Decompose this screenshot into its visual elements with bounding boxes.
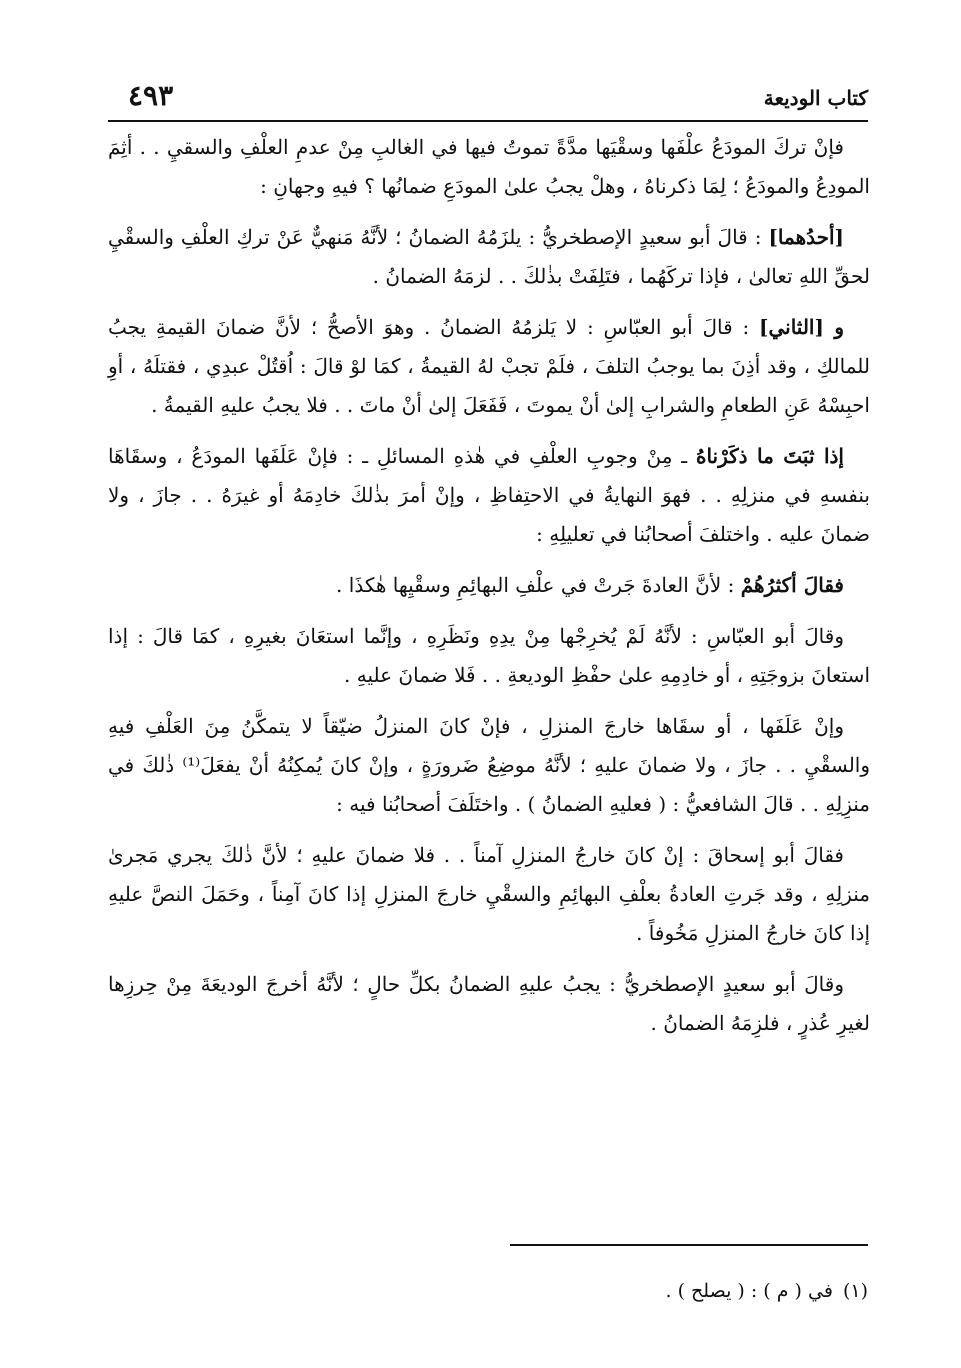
paragraph-text: وقالَ أبو سعيدٍ الإصطخريُّ : يجبُ عليهِ الضمانُ بكلِّ حالٍ ؛ لأنَّهُ أخرجَ الوديعَةَ مِنْ حِرزِها لغيرِ عُذرٍ ، فلزِمَهُ الضمانُ . bbox=[108, 972, 870, 1035]
paragraph-text: ـ مِنْ وجوبِ العلْفِ في هٰذهِ المسائلِ ـ : فإنْ عَلَفَها المودَعُ ، وسقَاهَا بنفسهِ في منزلِهِ . . فهوَ النهايةُ في الاحتِفاظِ ، وإنْ أمرَ بذٰلكَ خادِمَهُ أو غيرَهُ . . جازَ ، ولا ضمانَ عليه . واختلفَ أصحابُنا في تعليلِهِ : bbox=[108, 444, 870, 546]
paragraph-lead: إذا ثبَتَ ما ذكَرْناهُ bbox=[695, 444, 844, 468]
paragraph-text: فقالَ أبو إسحاقَ : إنْ كانَ خارجُ المنزلِ آمناً . . فلا ضمانَ عليهِ ؛ لأنَّ ذٰلكَ يجري مَجرىٰ منزلِهِ ، وقد جَرتِ العادةُ بعلْفِ البهائِمِ والسقْيِ خارجَ المنزلِ إذا كانَ آمِناً ، وحَمَلَ النصَّ عليهِ إذا كانَ خارجُ المنزلِ مَخُوفاً . bbox=[108, 843, 870, 945]
paragraph bbox=[108, 218, 870, 308]
paragraph-lead: و [الثاني] bbox=[759, 315, 845, 339]
header-rule bbox=[108, 120, 868, 122]
paragraph bbox=[108, 617, 870, 707]
paragraph-text: وقالَ أبو العبّاسِ : لأنَّهُ لَمْ يُخرِجْها مِنْ يدِهِ ونَظَرِهِ ، وإنَّما استعَانَ بغيرِهِ ، كمَا قالَ : إذا استعانَ بزوجَتِهِ ، أو خادِمِهِ علىٰ حفْظِ الوديعةِ . . فَلا ضمانَ عليهِ . bbox=[108, 624, 870, 687]
footnote-rule bbox=[510, 1244, 868, 1246]
footnote bbox=[108, 1276, 868, 1306]
paragraph bbox=[108, 566, 870, 617]
paragraph-text: فإنْ تركَ المودَعُ علْفَها وسقْيَها مدَّةً تموتُ فيها في الغالبِ مِنْ عدمِ العلْفِ والسقيِ . . أثِمَ المودِعُ والمودَعُ ؛ لِمَا ذكرناهُ ، وهلْ يجبُ علىٰ المودَعِ ضمانُها ؟ فيهِ وجهانِ : bbox=[108, 135, 870, 198]
paragraph bbox=[108, 437, 870, 566]
footnote-number: (١) bbox=[842, 1280, 868, 1302]
paragraph-lead: [أحدُهما] bbox=[768, 225, 845, 249]
paragraph-text: : لأنَّ العادةَ جَرتْ في علْفِ البهائِمِ وسقْيِها هٰكذَا . bbox=[336, 573, 741, 597]
page-header bbox=[108, 78, 868, 118]
paragraph-text: : قالَ أبو سعيدٍ الإصطخريُّ : يلزَمُهُ الضمانُ ؛ لأنَّهُ مَنهيٌّ عَنْ تركِ العلْفِ والسقْيِ لحقِّ اللهِ تعالىٰ ، فإذا تركَهُما ، فتَلِفَتْ بذٰلكَ . . لزمَهُ الضمانُ . bbox=[108, 225, 870, 288]
paragraph-text: وإنْ عَلَفَها ، أو سقَاها خارجَ المنزلِ ، فإنْ كانَ المنزلُ ضيّقاً لا يتمكَّنُ مِنَ العَلْفِ فيهِ والسقْيِ . . جازَ ، ولا ضمانَ عليهِ ؛ لأنَّهُ موضِعُ ضَرورَةٍ ، وإنْ كانَ يُمكِنُهُ أنْ يفعَلَ⁽¹⁾ ذٰلكَ في منزِلِهِ . . قالَ الشافعيُّ : ( فعليهِ الضمانُ ) . واختَلَفَ أصحابُنا فيه : bbox=[108, 714, 871, 816]
paragraph-lead: فقالَ أكثرُهُمْ bbox=[740, 573, 844, 597]
running-title: كتاب الوديعة bbox=[763, 86, 868, 110]
main-text bbox=[108, 128, 870, 1055]
paragraph bbox=[108, 308, 870, 437]
footnote-text: في ( م ) : ( يصلح ) . bbox=[665, 1280, 833, 1302]
page-number: ٤٩٣ bbox=[128, 79, 174, 112]
paragraph-text: : قالَ أبو العبّاسِ : لا يَلزمُهُ الضمانُ . وهوَ الأصحُّ ؛ لأنَّ ضمانَ القيمةِ يجبُ للمالكِ ، وقد أذِنَ بما يوجبُ التلفَ ، فلَمْ تجبْ لهُ القيمةُ ، كمَا لوْ قالَ : اُقتُلْ عبدِي ، فقتلَهُ ، أوِ احبِسْهُ عَنِ الطعامِ والشرابِ إلىٰ أنْ يموتَ ، فَفَعَلَ إلىٰ أنْ ماتَ . . فلا يجبُ عليهِ القيمةُ . bbox=[108, 315, 870, 417]
paragraph bbox=[108, 707, 870, 836]
paragraph bbox=[108, 128, 870, 218]
paragraph bbox=[108, 836, 870, 965]
paragraph bbox=[108, 965, 870, 1055]
